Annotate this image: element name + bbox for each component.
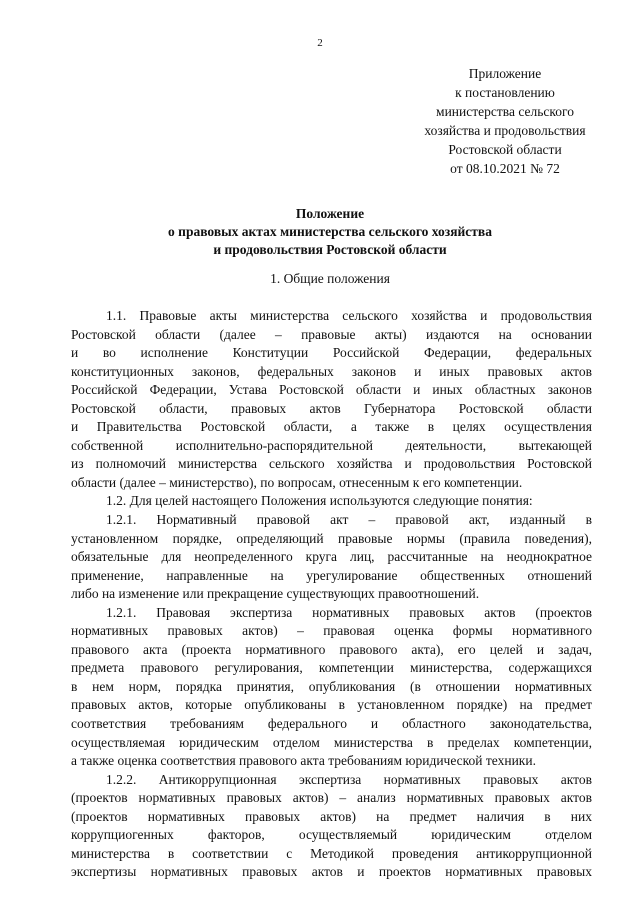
title-line: и продовольствия Ростовской области bbox=[213, 242, 447, 257]
paragraph-line: и Правительства Ростовской области, а также в целях осуществления bbox=[71, 419, 592, 435]
paragraph-line: министерства в соответствии с Методикой проведения антикоррупционной bbox=[71, 845, 592, 861]
paragraph-line: нормативных правовых актов) – правовая оценка формы нормативного bbox=[71, 623, 592, 639]
paragraph-line: из полномочий министерства сельского хозяйства и продовольствия Ростовской bbox=[71, 456, 592, 472]
appendix-line: хозяйства и продовольствия bbox=[424, 123, 586, 138]
paragraph-line: экспертизы нормативных правовых актов и проектов нормативных правовых bbox=[71, 864, 592, 880]
body-text bbox=[71, 307, 592, 882]
paragraph-line: обязательные для неопределенного круга лиц, рассчитанные на неоднократное bbox=[71, 549, 592, 565]
page-number: 2 bbox=[317, 37, 323, 49]
title-line: Положение bbox=[295, 206, 365, 221]
paragraph-line: 1.1. Правовые акты министерства сельского хозяйства и продовольствия bbox=[106, 308, 592, 323]
title-line: о правовых актах министерства сельского хозяйства bbox=[168, 224, 492, 239]
paragraph-line: 1.2.2. Антикоррупционная экспертиза нормативных правовых актов bbox=[106, 771, 592, 787]
paragraph-line: 1.2.1. Нормативный правовой акт – правовой акт, изданный в bbox=[106, 512, 592, 528]
paragraph-line: 1.2.1. Правовая экспертиза нормативных правовых актов (проектов bbox=[106, 604, 592, 620]
paragraph-line: предмета правового регулирования, компетенции министерства, содержащихся bbox=[71, 660, 592, 676]
paragraph-line: 1.2. Для целей настоящего Положения используются следующие понятия: bbox=[106, 493, 533, 509]
paragraph-line: либо на изменение или прекращение существующих правоотношений. bbox=[71, 586, 480, 602]
appendix-line: к постановлению bbox=[455, 85, 555, 100]
appendix-line: от 08.10.2021 № 72 bbox=[450, 161, 560, 176]
paragraph-line: (проектов нормативных правовых актов) – анализ нормативных правовых актов bbox=[71, 790, 592, 806]
paragraph-line: собственной исполнительно-распорядительной деятельности, вытекающей bbox=[71, 437, 592, 453]
paragraph-line: области (далее – министерство), по вопросам, отнесенным к его компетенции. bbox=[71, 474, 523, 490]
paragraph-line: конституционных законов, федеральных законов и иных правовых актов bbox=[71, 363, 592, 379]
section-heading: 1. Общие положения bbox=[270, 271, 390, 286]
paragraph-line: правовых актов, которые опубликованы в установленном порядке) на предмет bbox=[71, 697, 592, 713]
paragraph-line: в нем норм, порядка принятия, опубликования (в отношении нормативных bbox=[71, 678, 592, 694]
appendix-line: Приложение bbox=[468, 66, 542, 81]
paragraph-line: Ростовской области (далее – правовые акты) издаются на основании bbox=[71, 326, 592, 342]
paragraph-line: Ростовской области, правовых актов Губернатора Ростовской области bbox=[71, 400, 592, 416]
paragraph-line: правового акта (проекта нормативного правового акта), его целей и задач, bbox=[71, 641, 592, 657]
paragraph-line: (проектов нормативных правовых актов) на предмет наличия в них bbox=[71, 808, 592, 824]
paragraph-line: применение, направленные на урегулирование общественных отношений bbox=[71, 567, 592, 583]
appendix-line: Ростовской области bbox=[448, 142, 562, 157]
paragraph-line: установленном порядке, определяющий правовые нормы (правила поведения), bbox=[71, 530, 592, 546]
paragraph-line: соответствия требованиям федерального и областного законодательства, bbox=[71, 716, 592, 732]
appendix-line: министерства сельского bbox=[436, 104, 574, 119]
paragraph-line: Российской Федерации, Устава Ростовской области и иных областных законов bbox=[71, 382, 592, 398]
paragraph-line: коррупциогенных факторов, осуществляемый юридическим отделом bbox=[71, 827, 592, 843]
appendix-block bbox=[380, 64, 630, 178]
paragraph-line: а также оценка соответствия правового акта требованиям юридической техники. bbox=[71, 753, 536, 769]
document-title bbox=[70, 205, 590, 259]
paragraph-line: осуществляемая юридическим отделом министерства в пределах компетенции, bbox=[71, 734, 592, 750]
paragraph-line: и во исполнение Конституции Российской Федерации, федеральных bbox=[71, 345, 592, 361]
